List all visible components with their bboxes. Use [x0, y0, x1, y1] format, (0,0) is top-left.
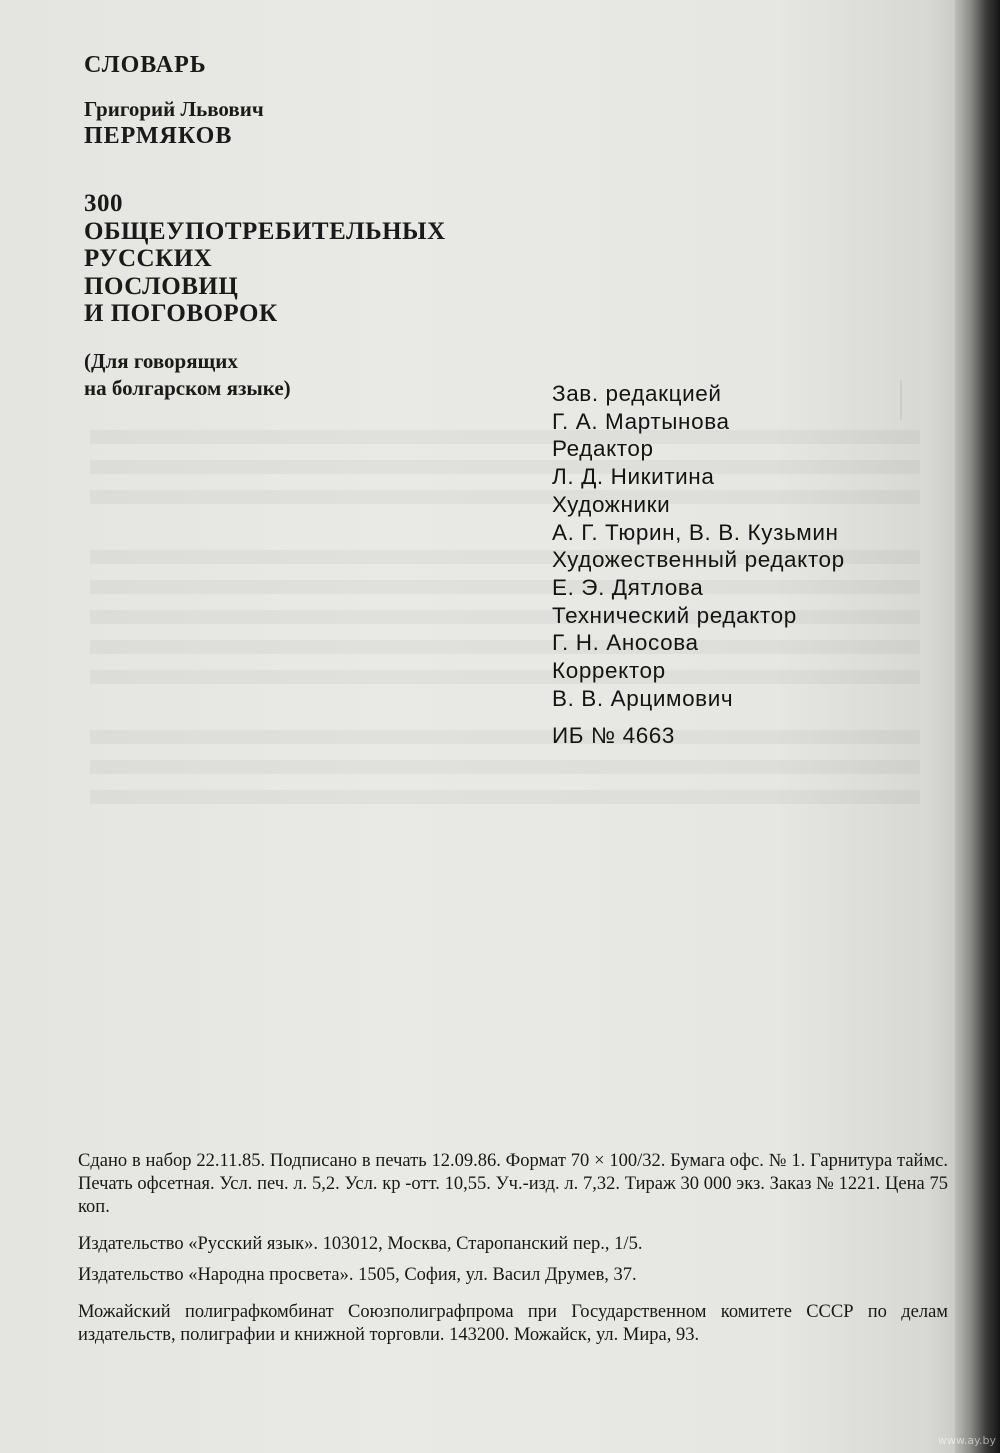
credit-line: Зав. редакцией [552, 381, 722, 406]
author-first-name: Григорий Львович [84, 97, 264, 121]
audience-note-line: на болгарском языке) [84, 375, 291, 400]
print-details: Сдано в набор 22.11.85. Подписано в печать 12.09.86. Формат 70 × 100/32. Бумага офс. № 1. Гарнитура таймс. Печать офсетная. Усл. печ. л. 5,2. Усл. кр -отт. 10,55. Уч.-изд. л. 7,32. Тираж 30 000 экз. Заказ № 1221. Цена 75 коп. [78, 1151, 948, 1217]
credit-line: Е. Э. Дятлова [552, 574, 704, 600]
credit-line: А. Г. Тюрин, В. В. Кузьмин [552, 519, 839, 545]
publisher-bulgarian: Издательство «Народна просвета». 1505, София, ул. Васил Друмев, 37. [78, 1265, 637, 1285]
credit-line: Л. Д. Никитина [552, 464, 715, 490]
site-watermark: www.ay.by [937, 1434, 996, 1447]
credit-line: Технический редактор [552, 602, 797, 628]
book-title-line: ПОСЛОВИЦ [84, 272, 239, 300]
ib-number: ИБ № 4663 [552, 723, 676, 749]
printer-info: Можайский полиграфкомбинат Союзполиграфпрома при Государственном комитете СССР по делам издательств, полиграфии и книжной торговли. 143200. Можайск, ул. Мира, 93. [78, 1302, 948, 1345]
book-title-line: И ПОГОВОРОК [84, 300, 278, 327]
credits-list [552, 380, 845, 750]
author-last-name: ПЕРМЯКОВ [84, 123, 233, 149]
imprint-block [78, 1150, 948, 1347]
book-title-line: 300 [84, 190, 123, 217]
credit-line: Г. А. Мартынова [552, 408, 730, 434]
publisher-russian: Издательство «Русский язык». 103012, Москва, Старопанский пер., 1/5. [78, 1234, 643, 1254]
book-title [84, 190, 564, 328]
credit-line: Г. Н. Аносова [552, 630, 699, 656]
audience-note [84, 348, 564, 402]
credit-line: Редактор [552, 436, 654, 462]
book-title-line: ОБЩЕУПОТРЕБИТЕЛЬНЫХ [84, 217, 446, 245]
credit-line: Корректор [552, 658, 666, 684]
credit-line: Художники [552, 491, 671, 517]
book-title-line: РУССКИХ [84, 245, 213, 272]
credit-line: В. В. Арцимович [552, 685, 734, 711]
title-block [84, 50, 564, 402]
book-type-label: СЛОВАРЬ [84, 52, 207, 78]
audience-note-line: (Для говорящих [84, 348, 238, 373]
book-spine-shadow [955, 0, 1000, 1453]
credit-line: Художественный редактор [552, 547, 845, 573]
